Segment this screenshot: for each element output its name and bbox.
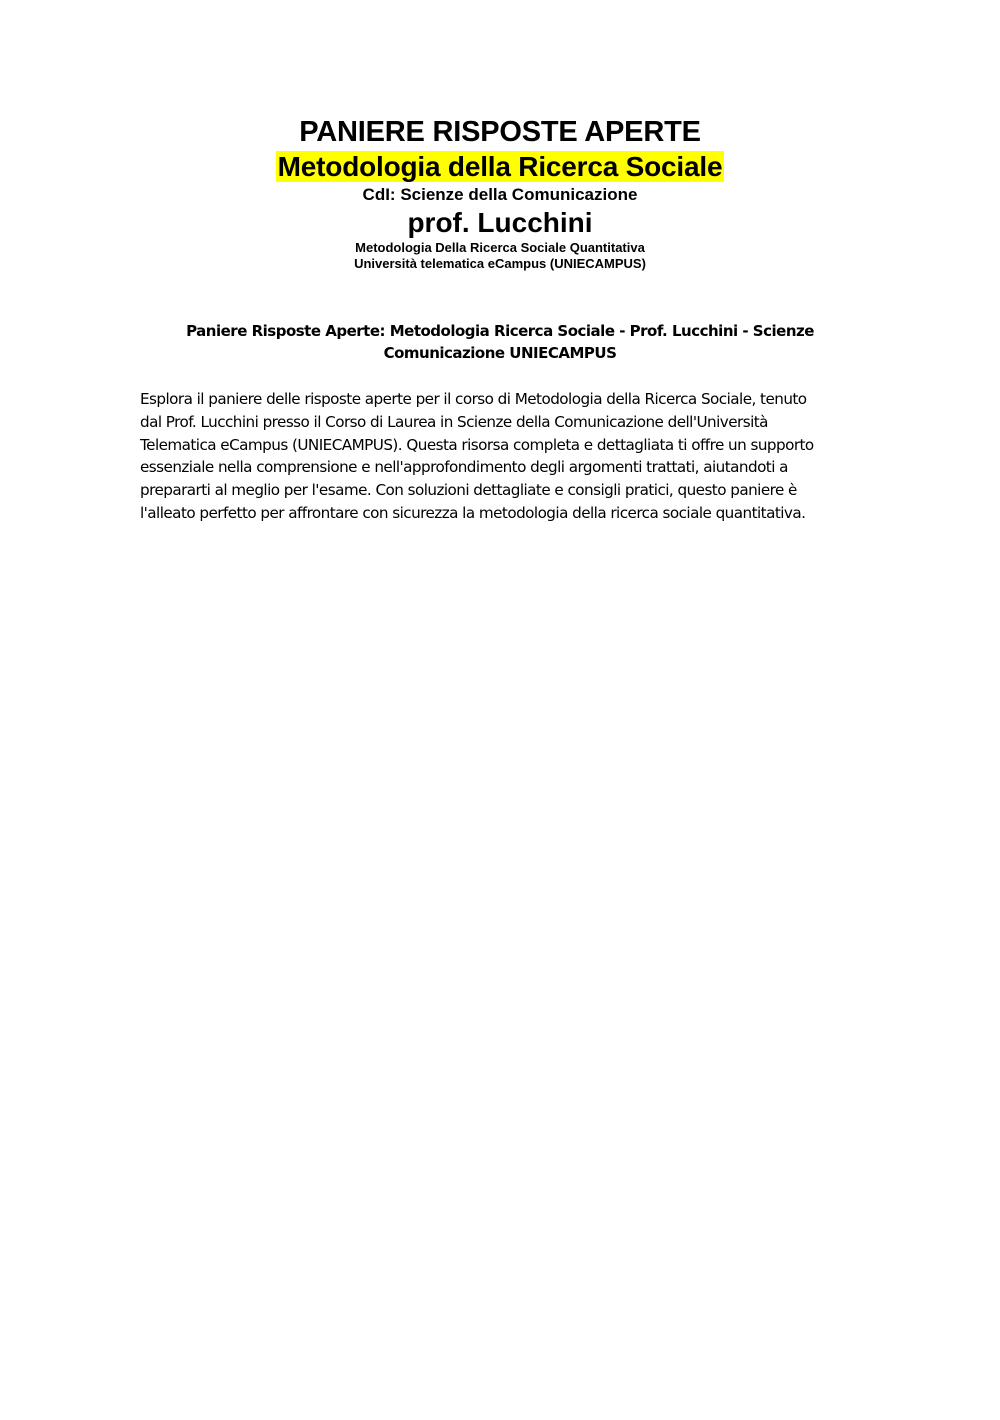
section-title-line: Comunicazione UNIECAMPUS (383, 344, 617, 362)
document-header (0, 114, 1000, 272)
professor-name: prof. Lucchini (407, 207, 593, 238)
description-line: Telematica eCampus (UNIECAMPUS). Questa risorsa completa e dettagliata ti offre un supporto (140, 435, 814, 454)
main-title: PANIERE RISPOSTE APERTE (299, 116, 701, 148)
description-line: essenziale nella comprensione e nell'approfondimento degli argomenti trattati, aiutandoti a (140, 458, 788, 477)
description-line: Esplora il paniere delle risposte aperte per il corso di Metodologia della Ricerca Sociale, tenuto (140, 390, 807, 408)
subject-title-wrapper (0, 150, 1000, 184)
university-name: Università telematica eCampus (UNIECAMPUS) (354, 256, 646, 271)
description-line: dal Prof. Lucchini presso il Corso di Laurea in Scienze della Comunicazione dell'Università (140, 412, 768, 431)
subject-title: Metodologia della Ricerca Sociale (277, 151, 723, 182)
description-line: prepararti al meglio per l'esame. Con soluzioni dettagliate e consigli pratici, questo paniere è (140, 481, 797, 500)
section-title (180, 320, 820, 364)
description-paragraph (140, 388, 870, 525)
description-line: l'alleato perfetto per affrontare con sicurezza la metodologia della ricerca sociale quantitativa. (140, 503, 806, 522)
degree-course: CdI: Scienze della Comunicazione (362, 185, 638, 204)
course-name: Metodologia Della Ricerca Sociale Quantitativa (355, 240, 645, 255)
section-title-line: Paniere Risposte Aperte: Metodologia Ricerca Sociale - Prof. Lucchini - Scienze (186, 322, 814, 340)
